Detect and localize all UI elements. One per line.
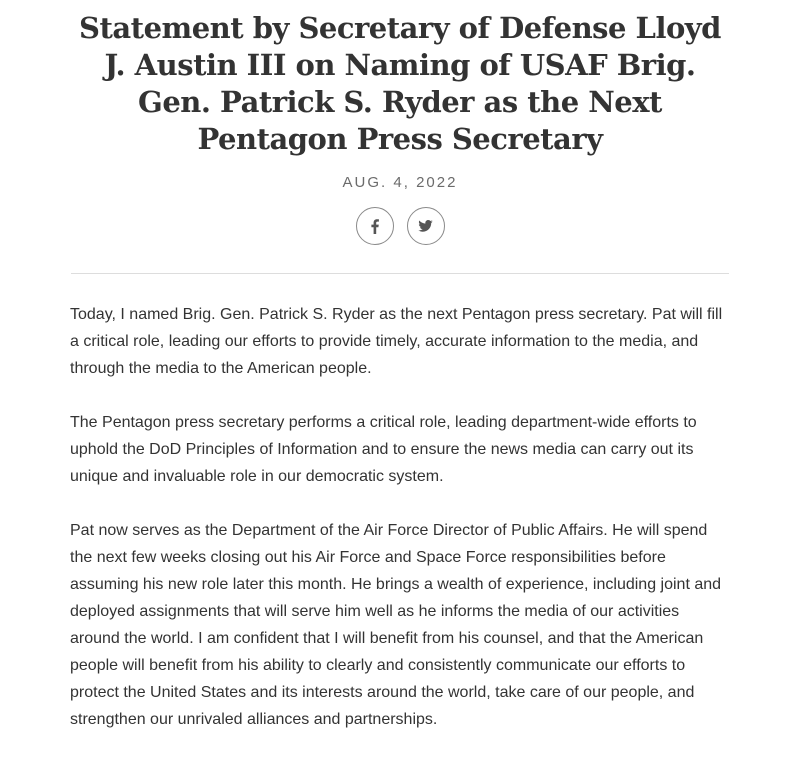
twitter-share-button[interactable]: [407, 207, 445, 245]
article-title: Statement by Secretary of Defense Lloyd J. Austin III on Naming of USAF Brig. Gen. Patrick S. Ryder as the Next Pentagon Press Secretary: [79, 11, 721, 156]
paragraph: The Pentagon press secretary performs a critical role, leading department-wide efforts to uphold the DoD Principles of Information and to ensure the news media can carry out its unique and invaluable role in our democratic system.: [70, 414, 697, 485]
divider: [71, 273, 729, 274]
article-date: AUG. 4, 2022: [342, 174, 458, 191]
paragraph: Today, I named Brig. Gen. Patrick S. Ryder as the next Pentagon press secretary. Pat will fill a critical role, leading our efforts to provide timely, accurate information to the media, and through the media to the American people.: [70, 306, 723, 377]
facebook-share-button[interactable]: [356, 207, 394, 245]
share-buttons: [0, 207, 800, 245]
article-header: [0, 0, 800, 245]
article-body: [70, 301, 730, 733]
twitter-icon: [418, 220, 433, 232]
paragraph: Pat now serves as the Department of the Air Force Director of Public Affairs. He will spend the next few weeks closing out his Air Force and Space Force responsibilities before assuming his new role later this month. He brings a wealth of experience, including joint and deployed assignments that will serve him well as he informs the media of our activities around the world. I am confident that I will benefit from his counsel, and that the American people will benefit from his ability to clearly and consistently communicate our efforts to protect the United States and its interests around the world, take care of our people, and strengthen our unrivaled alliances and partnerships.: [70, 522, 722, 728]
facebook-icon: [371, 219, 379, 234]
